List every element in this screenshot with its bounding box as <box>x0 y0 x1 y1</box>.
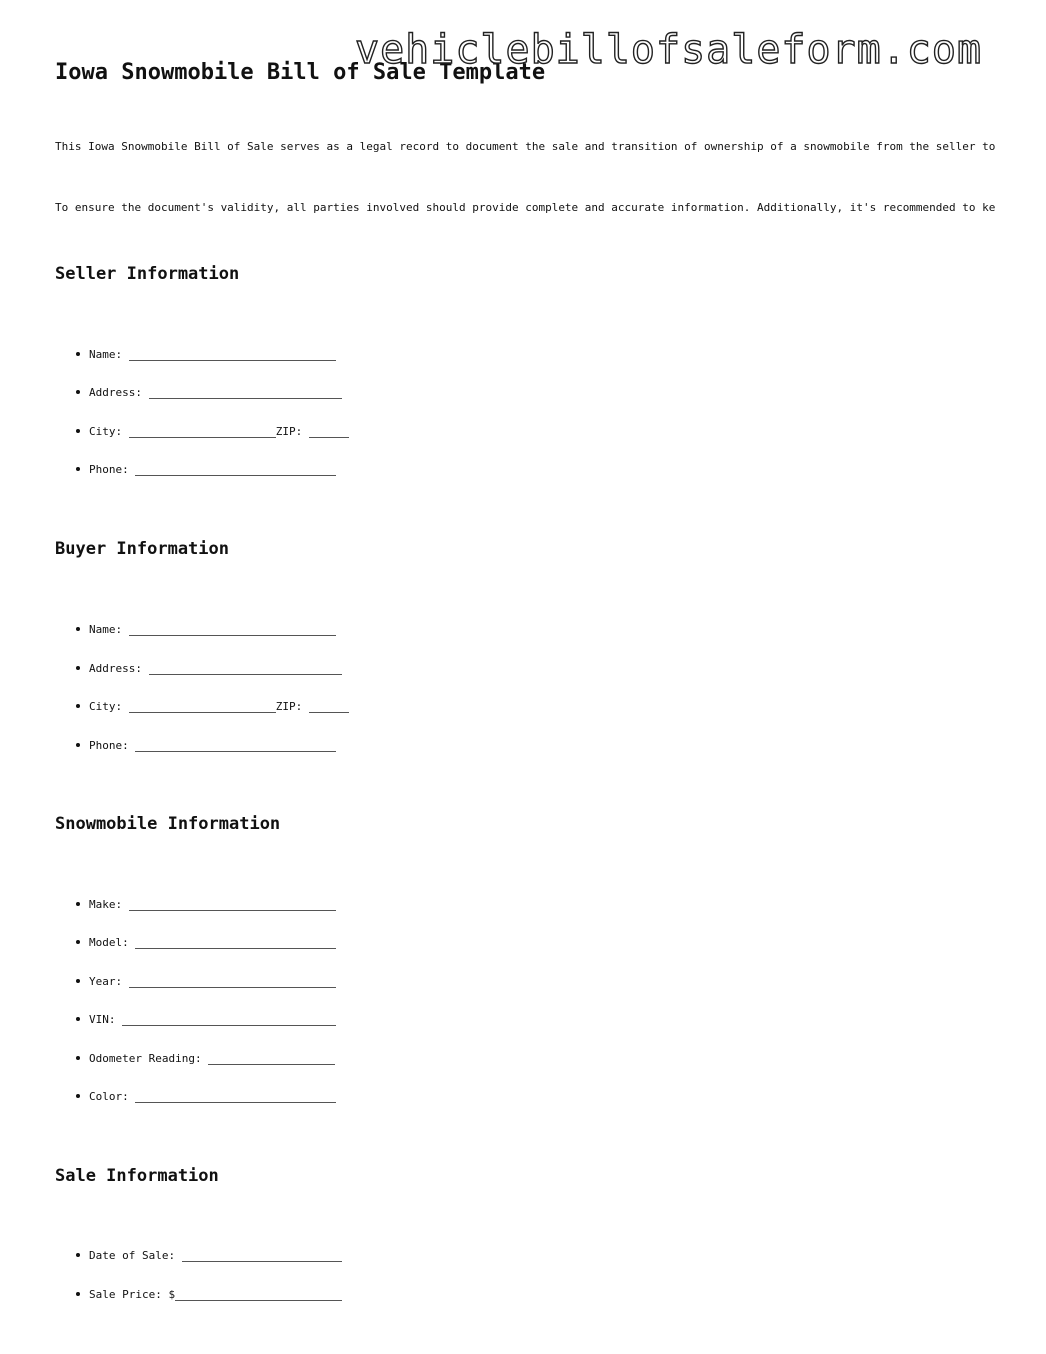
buyer-phone-label: Phone: <box>89 739 129 752</box>
seller-zip-label: ZIP: <box>275 425 303 438</box>
snowmobile-vin-field <box>89 1013 336 1026</box>
intro-paragraph-2: To ensure the document's validity, all parties involved should provide complete and accurate information. Additionally, it's recommended to ke <box>55 201 996 214</box>
snowmobile-odometer-label: Odometer Reading: <box>89 1052 202 1065</box>
seller-name-field <box>89 348 336 361</box>
seller-phone-line[interactable] <box>135 463 336 476</box>
buyer-phone-line[interactable] <box>135 739 336 752</box>
snowmobile-make-field <box>89 898 336 911</box>
snowmobile-vin-label: VIN: <box>89 1013 116 1026</box>
sale-section-heading: Sale Information <box>55 1166 219 1186</box>
snowmobile-model-label: Model: <box>89 936 129 949</box>
buyer-name-label: Name: <box>89 623 123 636</box>
sale-date-label: Date of Sale: <box>89 1249 176 1262</box>
snowmobile-odometer-field <box>89 1052 335 1065</box>
buyer-city-zip-field <box>89 700 349 713</box>
snowmobile-section-heading: Snowmobile Information <box>55 814 281 834</box>
snowmobile-model-field <box>89 936 336 949</box>
buyer-name-line[interactable] <box>129 623 336 636</box>
sale-date-field <box>89 1249 342 1262</box>
snowmobile-vin-line[interactable] <box>122 1013 336 1026</box>
buyer-zip-label: ZIP: <box>275 700 303 713</box>
seller-phone-field <box>89 463 336 476</box>
intro-paragraph-1: This Iowa Snowmobile Bill of Sale serves as a legal record to document the sale and transition of ownership of a snowmobile from the seller to <box>55 140 996 153</box>
seller-zip-line[interactable] <box>309 425 349 438</box>
seller-address-label: Address: <box>89 386 142 399</box>
seller-city-zip-field <box>89 425 349 438</box>
buyer-city-line[interactable] <box>129 700 276 713</box>
snowmobile-make-line[interactable] <box>129 898 336 911</box>
buyer-city-label: City: <box>89 700 123 713</box>
buyer-address-field <box>89 662 342 675</box>
snowmobile-year-label: Year: <box>89 975 123 988</box>
seller-city-label: City: <box>89 425 123 438</box>
seller-phone-label: Phone: <box>89 463 129 476</box>
snowmobile-color-label: Color: <box>89 1090 129 1103</box>
snowmobile-model-line[interactable] <box>135 936 336 949</box>
watermark-text: vehiclebillofsaleform.com <box>355 27 983 73</box>
snowmobile-year-line[interactable] <box>129 975 336 988</box>
buyer-address-label: Address: <box>89 662 142 675</box>
snowmobile-color-line[interactable] <box>135 1090 336 1103</box>
seller-address-line[interactable] <box>149 386 342 399</box>
seller-address-field <box>89 386 342 399</box>
seller-name-line[interactable] <box>129 348 336 361</box>
buyer-zip-line[interactable] <box>309 700 349 713</box>
sale-price-label: Sale Price: $ <box>89 1288 176 1301</box>
buyer-name-field <box>89 623 336 636</box>
seller-section-heading: Seller Information <box>55 264 240 284</box>
buyer-address-line[interactable] <box>149 662 342 675</box>
snowmobile-odometer-line[interactable] <box>208 1052 335 1065</box>
snowmobile-make-label: Make: <box>89 898 123 911</box>
snowmobile-year-field <box>89 975 336 988</box>
buyer-section-heading: Buyer Information <box>55 539 229 559</box>
sale-date-line[interactable] <box>182 1249 342 1262</box>
document-title: Iowa Snowmobile Bill of Sale Template <box>55 60 546 85</box>
sale-price-field <box>89 1288 342 1301</box>
snowmobile-color-field <box>89 1090 336 1103</box>
buyer-phone-field <box>89 739 336 752</box>
sale-price-line[interactable] <box>175 1288 342 1301</box>
seller-name-label: Name: <box>89 348 123 361</box>
seller-city-line[interactable] <box>129 425 276 438</box>
